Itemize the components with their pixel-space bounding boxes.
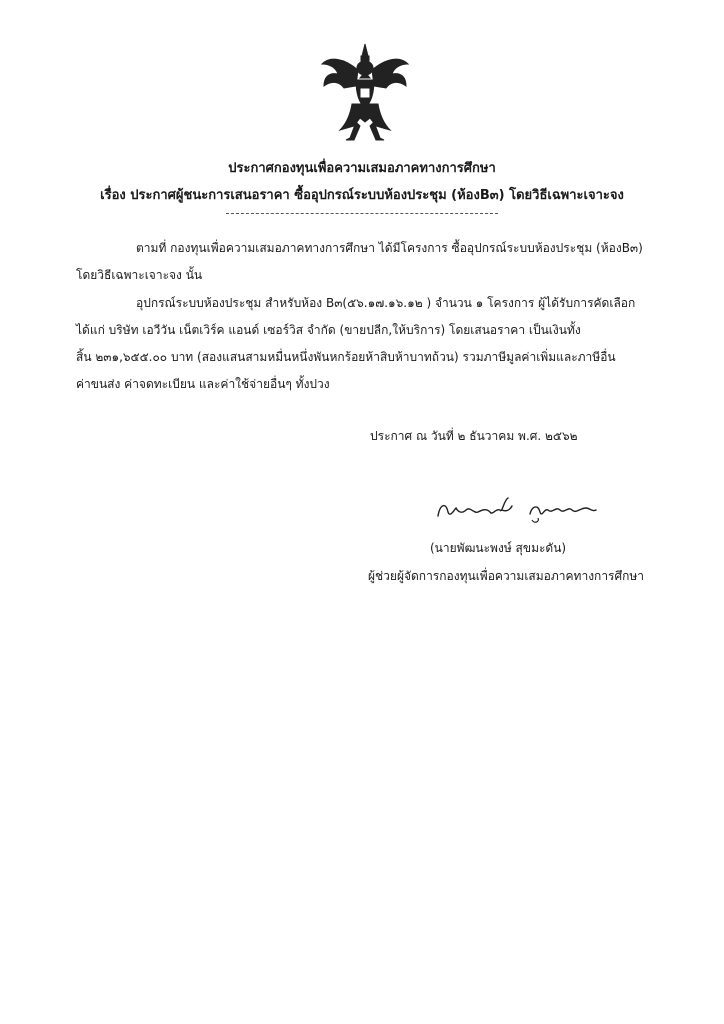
paragraph-2-line-4: ค่าขนส่ง ค่าจดทะเบียน และค่าใช้จ่ายอื่นๆ ทั้งปวง bbox=[76, 377, 330, 391]
document-subject: เรื่อง ประกาศผู้ชนะการเสนอราคา ซื้ออุปกรณ์ระบบห้องประชุม (ห้องB๓) โดยวิธีเฉพาะเจาะจง bbox=[100, 188, 624, 203]
paragraph-1-line-1: ตามที่ กองทุนเพื่อความเสมอภาคทางการศึกษา ได้มีโครงการ ซื้ออุปกรณ์ระบบห้องประชุม (ห้องB๓) bbox=[136, 241, 643, 255]
paragraph-2-line-1: อุปกรณ์ระบบห้องประชุม สำหรับห้อง B๓(๕๖.๑๗.๑๖.๑๒ ) จำนวน ๑ โครงการ ผู้ได้รับการคัดเลือก bbox=[136, 296, 636, 310]
paragraph-1-line-2: โดยวิธีเฉพาะเจาะจง นั้น bbox=[76, 268, 203, 282]
garuda-emblem-icon bbox=[320, 42, 410, 142]
title-divider bbox=[226, 213, 498, 214]
handwritten-signature bbox=[430, 488, 610, 528]
document-title: ประกาศกองทุนเพื่อความเสมอภาคทางการศึกษา bbox=[228, 161, 496, 176]
paragraph-2-line-2: ได้แก่ บริษัท เอวีวัน เน็ตเวิร์ค แอนด์ เซอร์วิส จำกัด (ขายปลีก,ให้บริการ) โดยเสนอราคา เป็นเงินทั้ง bbox=[76, 323, 581, 337]
signatory-name: (นายพัฒนะพงษ์ สุขมะดัน) bbox=[430, 541, 567, 555]
announcement-date: ประกาศ ณ วันที่ ๒ ธันวาคม พ.ศ. ๒๕๖๒ bbox=[370, 429, 578, 443]
paragraph-2-line-3: สิ้น ๒๓๑,๖๕๕.๐๐ บาท (สองแสนสามหมื่นหนึ่งพันหกร้อยห้าสิบห้าบาทถ้วน) รวมภาษีมูลค่าเพิ่มและภาษีอื่น bbox=[76, 350, 616, 364]
signatory-position: ผู้ช่วยผู้จัดการกองทุนเพื่อความเสมอภาคทางการศึกษา bbox=[368, 569, 645, 583]
